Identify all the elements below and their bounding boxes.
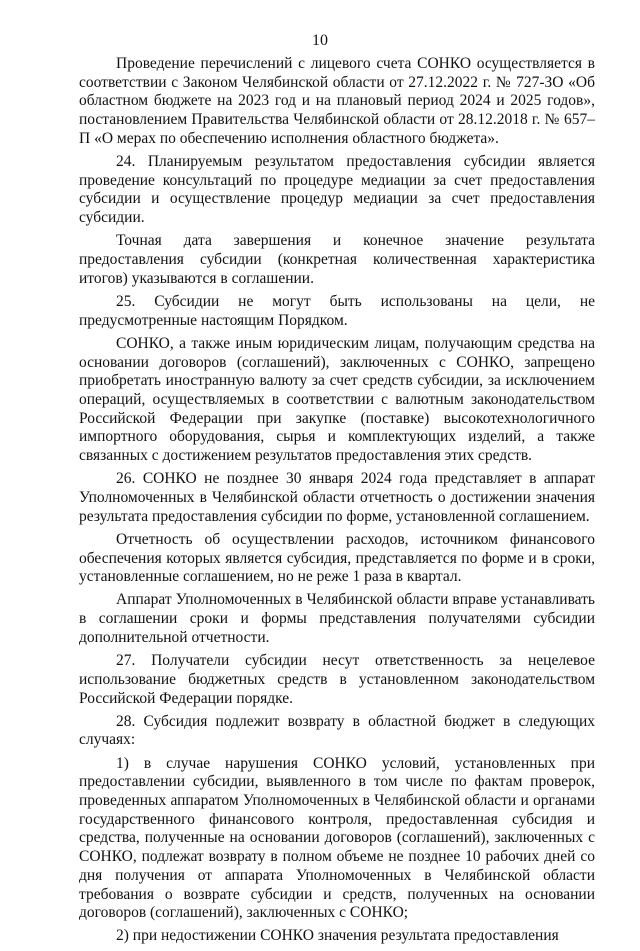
paragraph-currency-ban: СОНКО, а также иным юридическим лицам, получающим средства на основании договоров (соглашений), заключенных с СОНКО, запрещено приобретать иностранную валюту за счет средств субсидии, за исключением операций, осуществляемых в соответствии с валютным законодательством Российской Федерации при закупке (поставке) высокотехнологичного импортного оборудования, сырья и комплектующих изделий, а также связанных с достижением результатов предоставления этих средств. [79,334,595,465]
paragraph-28-item-1: 1) в случае нарушения СОНКО условий, установленных при предоставлении субсидии, выявленного в том числе по фактам проверок, проведенных аппаратом Уполномоченных в Челябинской области и органами государственного финансового контроля, предоставленная субсидия и средства, полученные на основании договоров (соглашений), заключенных с СОНКО, подлежат возврату в полном объеме не позднее 10 рабочих дней со дня получения от аппарата Уполномоченных в Челябинской области требования о возврате субсидии и средств, полученных на основании договоров (соглашений), заключенных с СОНКО; [79,754,595,922]
paragraph-transfers: Проведение перечислений с лицевого счета СОНКО осуществляется в соответствии с Законом Челябинской области от 27.12.2022 г. № 727-ЗО «Об областном бюджете на 2023 год и на плановый период 2024 и 2025 годов», постановлением Правительства Челябинской области от 28.12.2018 г. № 657–П «О мерах по обеспечению исполнения областного бюджета». [79,55,595,147]
paragraph-28-item-2: 2) при недостижении СОНКО значения результата предоставления [116,927,559,945]
paragraph-25: 25. Субсидии не могут быть использованы на цели, не предусмотренные настоящим Порядком. [79,292,595,329]
page-number: 10 [312,32,328,49]
paragraph-28: 28. Субсидия подлежит возврату в областной бюджет в следующих случаях: [79,712,595,749]
paragraph-27: 27. Получатели субсидии несут ответственность за нецелевое использование бюджетных средств в установленном законодательством Российской Федерации порядке. [79,652,595,707]
paragraph-24: 24. Планируемым результатом предоставления субсидии является проведение консультаций по процедуре медиации за счет предоставления субсидии и осуществление процедур медиации за счет предоставления субсидии. [79,153,595,227]
paragraph-expense-report: Отчетность об осуществлении расходов, источником финансового обеспечения которых является субсидия, представляется по форме и в сроки, установленные соглашением, но не реже 1 раза в квартал. [79,530,595,586]
document-body [79,55,595,951]
paragraph-additional-reporting: Аппарат Уполномоченных в Челябинской области вправе устанавливать в соглашении сроки и формы представления получателями субсидии дополнительной отчетности. [79,591,595,646]
paragraph-26: 26. СОНКО не позднее 30 января 2024 года представляет в аппарат Уполномоченных в Челябинской области отчетность о достижении значения результата предоставления субсидии по форме, установленной соглашением. [79,470,595,525]
paragraph-result-date: Точная дата завершения и конечное значение результата предоставления субсидии (конкретная количественная характеристика итогов) указываются в соглашении. [79,232,595,287]
